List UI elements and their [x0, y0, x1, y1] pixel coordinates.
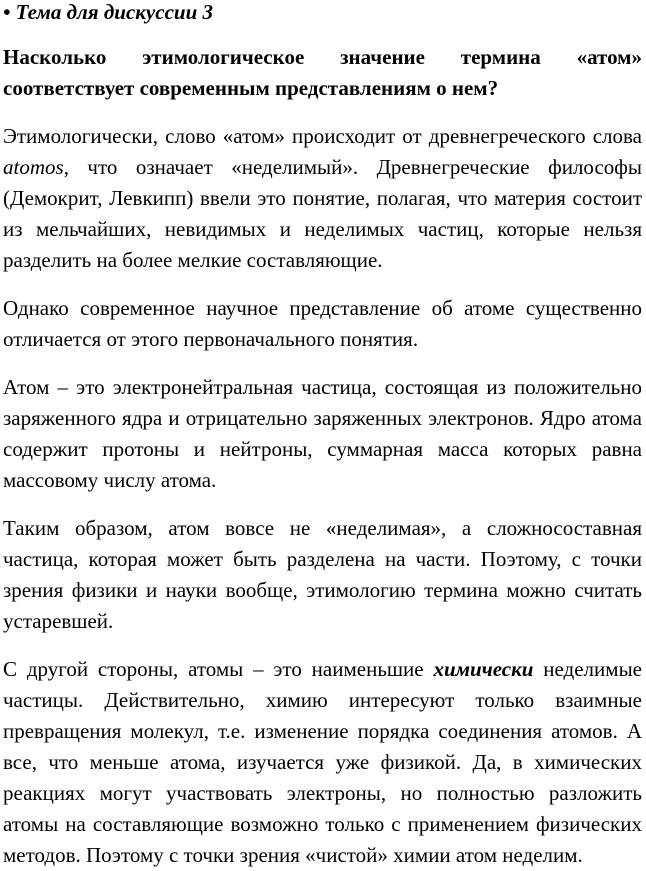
paragraph-text: , что означает «неделимый». Древнегреческие философы (Демокрит, Левкипп) ввели это понятие, полагая, что материя состоит из мельчайших, невидимых и неделимых частиц, которые нельзя разделить на более мелкие составляющие. — [3, 155, 642, 272]
discussion-topic-heading: • Тема для дискуссии 3 — [3, 0, 213, 24]
paragraph-text: С другой стороны, атомы – это наименьшие — [3, 657, 434, 681]
paragraph-text: неделимые частицы. Действительно, химию интересуют только взаимные превращения молекул, т.е. изменение порядка соединения атомов. А все, что меньше атома, изучается уже физикой. Да, в химических реакциях могут участвовать электроны, но полностью разложить атомы на составляющие возможно только с применением физических методов. Поэтому с точки зрения «чистой» химии атом неделим. — [3, 657, 642, 867]
paragraph-chemistry-view — [3, 654, 642, 871]
paragraph-conclusion-physics: Таким образом, атом вовсе не «неделимая», а сложносоставная частица, которая может быть разделена на части. Поэтому, с точки зрения физики и науки вообще, этимологию термина можно считать устаревшей. — [3, 516, 642, 633]
paragraph-modern-view: Однако современное научное представление об атоме существенно отличается от этого первоначального понятия. — [3, 296, 642, 351]
emphasized-term: химически — [433, 657, 534, 681]
italic-term: atomos — [3, 155, 64, 179]
paragraph-text: Этимологически, слово «атом» происходит от древнегреческого слова — [3, 124, 642, 148]
paragraph-etymology — [3, 121, 642, 276]
discussion-question: Насколько этимологическое значение термина «атом» соответствует современным представлениям о нем? — [3, 45, 642, 100]
paragraph-atom-definition: Атом – это электронейтральная частица, состоящая из положительно заряженного ядра и отрицательно заряженных электронов. Ядро атома содержит протоны и нейтроны, суммарная масса которых равна массовому числу атома. — [3, 375, 642, 492]
